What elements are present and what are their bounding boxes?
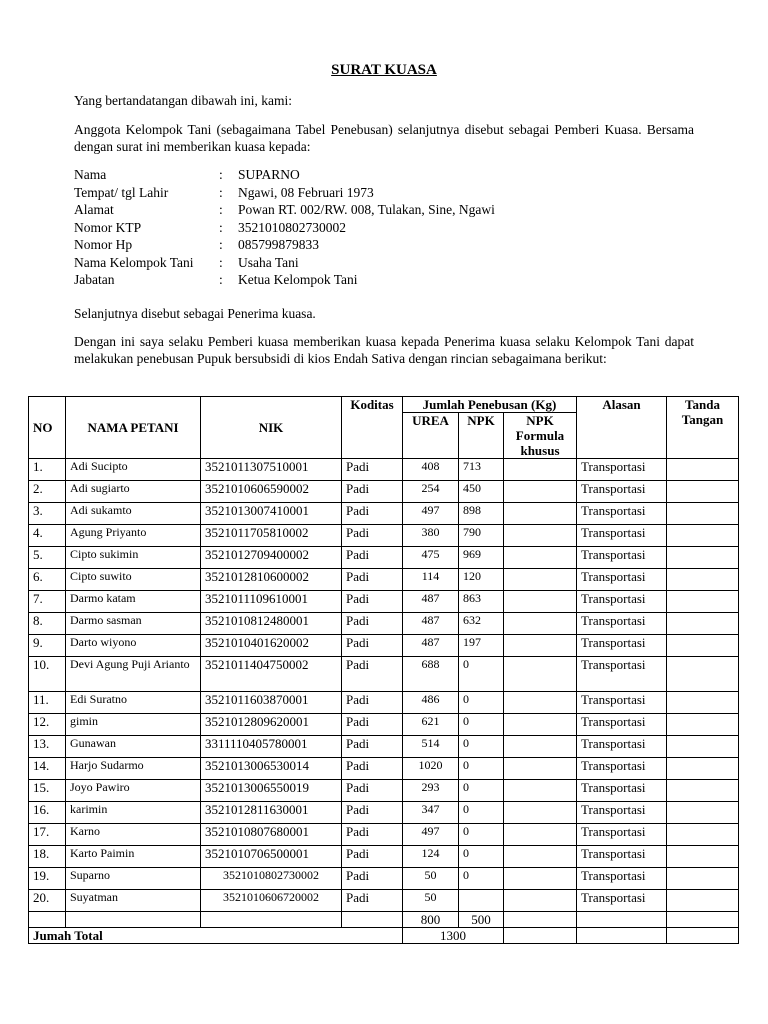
cell-npk-formula [504,591,577,613]
cell-urea: 347 [403,802,459,824]
cell-name: Darto wiyono [66,635,201,657]
cell-npk: 898 [459,503,504,525]
cell-signature [667,547,739,569]
identity-row [74,184,495,202]
giver-paragraph: Anggota Kelompok Tani (sebagaimana Tabel Penebusan) selanjutnya disebut sebagai Pemberi Kuasa. Bersama dengan surat ini memberikan kuasa kepada: [74,122,694,154]
cell-nik: 3521010706500001 [201,846,342,868]
cell-komoditas: Padi [342,547,403,569]
cell-urea: 1020 [403,758,459,780]
cell-nik: 3521012809620001 [201,714,342,736]
cell-no: 4. [29,525,66,547]
cell-npk-formula [504,736,577,758]
details-paragraph: Dengan ini saya selaku Pemberi kuasa memberikan kuasa kepada Penerima kuasa selaku Kelompok Tani dapat melakukan penebusan Pupuk bersubsidi di kios Endah Sativa dengan rincian sebagaimana berikut: [74,334,694,366]
cell-name: Agung Priyanto [66,525,201,547]
identity-label: Nomor KTP [74,219,142,235]
identity-row [74,201,495,219]
cell-no: 13. [29,736,66,758]
cell-komoditas: Padi [342,868,403,890]
cell-no: 1. [29,459,66,481]
cell-npk: 0 [459,736,504,758]
intro-text: Yang bertandatangan dibawah ini, kami: [74,93,292,108]
cell-urea: 514 [403,736,459,758]
identity-colon: : [219,167,223,182]
subtotal-npk: 500 [459,912,504,928]
cell-name: Adi sugiarto [66,481,201,503]
identity-block [74,166,495,289]
identity-label: Alamat [74,202,114,217]
cell-signature [667,802,739,824]
identity-colon: : [219,254,223,270]
cell-no: 20. [29,890,66,912]
table-row [29,868,739,890]
cell-npk: 713 [459,459,504,481]
subtotal-row [29,912,739,928]
cell-no: 11. [29,692,66,714]
cell-signature [667,613,739,635]
identity-value: SUPARNO [238,167,300,182]
cell-npk-formula [504,780,577,802]
cell-npk: 120 [459,569,504,591]
cell-npk-formula [504,635,577,657]
cell-no: 2. [29,481,66,503]
cell-npk-formula [504,459,577,481]
identity-colon: : [219,237,223,252]
cell-urea: 50 [403,868,459,890]
cell-nik: 3521010812480001 [201,613,342,635]
header-jumlah: Jumlah Penebusan (Kg) [403,397,577,413]
cell-komoditas: Padi [342,736,403,758]
cell-name: Devi Agung Puji Arianto [66,657,201,692]
cell-alasan: Transportasi [577,758,667,780]
cell-alasan: Transportasi [577,824,667,846]
cell-urea: 486 [403,692,459,714]
cell-alasan: Transportasi [577,635,667,657]
identity-label: Jabatan [74,272,115,287]
table-row [29,714,739,736]
cell-urea: 254 [403,481,459,503]
cell-npk: 969 [459,547,504,569]
cell-urea: 487 [403,613,459,635]
table-row [29,736,739,758]
cell-npk-formula [504,481,577,503]
table-row [29,657,739,692]
cell-urea: 497 [403,824,459,846]
cell-nik: 3521011404750002 [201,657,342,692]
total-value: 1300 [403,928,504,944]
cell-name: Gunawan [66,736,201,758]
identity-colon: : [219,202,223,217]
cell-no: 18. [29,846,66,868]
cell-signature [667,824,739,846]
cell-no: 15. [29,780,66,802]
cell-no: 9. [29,635,66,657]
cell-alasan: Transportasi [577,591,667,613]
cell-nik: 3521012811630001 [201,802,342,824]
cell-signature [667,868,739,890]
cell-urea: 380 [403,525,459,547]
cell-name: Joyo Pawiro [66,780,201,802]
table-row [29,525,739,547]
cell-signature [667,714,739,736]
table-row [29,890,739,912]
cell-nik: 3521013007410001 [201,503,342,525]
cell-npk-formula [504,868,577,890]
cell-alasan: Transportasi [577,846,667,868]
cell-alasan: Transportasi [577,657,667,692]
cell-npk-formula [504,613,577,635]
identity-label: Tempat/ tgl Lahir [74,184,169,200]
cell-signature [667,758,739,780]
cell-npk-formula [504,802,577,824]
cell-nik: 3521011307510001 [201,459,342,481]
cell-nik: 3521012810600002 [201,569,342,591]
cell-komoditas: Padi [342,758,403,780]
cell-npk: 0 [459,657,504,692]
cell-alasan: Transportasi [577,481,667,503]
cell-npk-formula [504,525,577,547]
document-title: SURAT KUASA [331,62,437,78]
cell-no: 5. [29,547,66,569]
cell-signature [667,459,739,481]
cell-komoditas: Padi [342,525,403,547]
cell-nik: 3521010606720002 [201,890,342,912]
total-row [29,928,739,944]
cell-urea: 497 [403,503,459,525]
header-komoditas: Koditas [342,397,403,459]
cell-name: karimin [66,802,201,824]
cell-signature [667,525,739,547]
table-row [29,824,739,846]
table-row [29,692,739,714]
identity-label: Nama [74,167,107,182]
table-row [29,547,739,569]
cell-urea: 124 [403,846,459,868]
cell-alasan: Transportasi [577,890,667,912]
cell-nik: 3521011603870001 [201,692,342,714]
cell-komoditas: Padi [342,714,403,736]
cell-npk: 0 [459,846,504,868]
cell-komoditas: Padi [342,635,403,657]
cell-komoditas: Padi [342,503,403,525]
cell-nik: 3521010807680001 [201,824,342,846]
identity-row [74,219,495,237]
cell-npk: 0 [459,692,504,714]
cell-urea: 50 [403,890,459,912]
cell-no: 8. [29,613,66,635]
cell-alasan: Transportasi [577,503,667,525]
cell-npk: 632 [459,613,504,635]
cell-nik: 3311110405780001 [201,736,342,758]
cell-npk: 790 [459,525,504,547]
cell-alasan: Transportasi [577,714,667,736]
cell-name: Karto Paimin [66,846,201,868]
cell-npk [459,890,504,912]
cell-name: Cipto sukimin [66,547,201,569]
cell-komoditas: Padi [342,569,403,591]
cell-nik: 3521011109610001 [201,591,342,613]
cell-npk: 0 [459,780,504,802]
identity-value: Usaha Tani [238,254,299,270]
cell-komoditas: Padi [342,459,403,481]
cell-nik: 3521013006550019 [201,780,342,802]
cell-alasan: Transportasi [577,613,667,635]
cell-alasan: Transportasi [577,780,667,802]
cell-komoditas: Padi [342,692,403,714]
cell-no: 16. [29,802,66,824]
header-urea: UREA [403,413,459,459]
cell-no: 12. [29,714,66,736]
cell-npk: 197 [459,635,504,657]
cell-alasan: Transportasi [577,547,667,569]
cell-urea: 688 [403,657,459,692]
cell-komoditas: Padi [342,657,403,692]
cell-urea: 293 [403,780,459,802]
cell-alasan: Transportasi [577,736,667,758]
header-name: NAMA PETANI [66,397,201,459]
cell-komoditas: Padi [342,802,403,824]
table-row [29,846,739,868]
cell-name: Adi sukamto [66,503,201,525]
table-row [29,613,739,635]
cell-urea: 475 [403,547,459,569]
cell-signature [667,780,739,802]
cell-nik: 3521012709400002 [201,547,342,569]
table-row [29,481,739,503]
cell-name: Darmo sasman [66,613,201,635]
cell-npk-formula [504,714,577,736]
cell-name: gimin [66,714,201,736]
cell-no: 14. [29,758,66,780]
identity-colon: : [219,219,223,235]
cell-name: Harjo Sudarmo [66,758,201,780]
cell-name: Karno [66,824,201,846]
cell-npk-formula [504,758,577,780]
cell-alasan: Transportasi [577,459,667,481]
cell-komoditas: Padi [342,846,403,868]
cell-name: Darmo katam [66,591,201,613]
cell-komoditas: Padi [342,890,403,912]
cell-no: 6. [29,569,66,591]
cell-nik: 3521010401620002 [201,635,342,657]
cell-alasan: Transportasi [577,569,667,591]
cell-signature [667,591,739,613]
cell-nik: 3521010802730002 [201,868,342,890]
cell-signature [667,569,739,591]
identity-value: Powan RT. 002/RW. 008, Tulakan, Sine, Ngawi [238,202,495,217]
identity-row [74,271,495,289]
cell-nik: 3521011705810002 [201,525,342,547]
cell-name: Cipto suwito [66,569,201,591]
identity-value: Ngawi, 08 Februari 1973 [238,184,374,200]
cell-npk: 450 [459,481,504,503]
cell-nik: 3521010606590002 [201,481,342,503]
header-npk: NPK [459,413,504,459]
cell-npk: 0 [459,824,504,846]
cell-komoditas: Padi [342,613,403,635]
cell-signature [667,890,739,912]
cell-name: Adi Sucipto [66,459,201,481]
cell-urea: 487 [403,591,459,613]
header-no: NO [29,397,66,459]
table-row [29,591,739,613]
cell-npk-formula [504,503,577,525]
identity-colon: : [219,272,223,287]
cell-npk: 0 [459,802,504,824]
header-npk-formula: NPK Formula khusus [504,413,577,459]
cell-signature [667,692,739,714]
cell-npk-formula [504,657,577,692]
identity-row [74,166,495,184]
cell-no: 10. [29,657,66,692]
subtotal-urea: 800 [403,912,459,928]
cell-urea: 621 [403,714,459,736]
identity-value: 3521010802730002 [238,219,346,235]
cell-signature [667,657,739,692]
table-row [29,635,739,657]
header-alasan: Alasan [577,397,667,459]
table-row [29,459,739,481]
cell-urea: 487 [403,635,459,657]
cell-npk-formula [504,824,577,846]
cell-npk-formula [504,890,577,912]
cell-name: Suparno [66,868,201,890]
identity-label: Nomor Hp [74,237,133,252]
cell-alasan: Transportasi [577,868,667,890]
cell-npk-formula [504,846,577,868]
identity-value: Ketua Kelompok Tani [238,272,358,287]
cell-komoditas: Padi [342,481,403,503]
cell-no: 17. [29,824,66,846]
cell-npk: 863 [459,591,504,613]
cell-signature [667,481,739,503]
identity-colon: : [219,184,223,200]
identity-value: 085799879833 [238,237,319,252]
identity-row [74,254,495,272]
cell-npk: 0 [459,714,504,736]
cell-npk-formula [504,692,577,714]
cell-name: Edi Suratno [66,692,201,714]
cell-urea: 408 [403,459,459,481]
cell-alasan: Transportasi [577,525,667,547]
cell-komoditas: Padi [342,591,403,613]
cell-npk-formula [504,569,577,591]
identity-row [74,236,495,254]
receiver-paragraph: Selanjutnya disebut sebagai Penerima kuasa. [74,306,316,321]
cell-signature [667,635,739,657]
cell-no: 19. [29,868,66,890]
table-row [29,780,739,802]
cell-npk-formula [504,547,577,569]
identity-label: Nama Kelompok Tani [74,254,194,270]
table-row [29,503,739,525]
table-row [29,758,739,780]
table-row [29,569,739,591]
cell-alasan: Transportasi [577,802,667,824]
cell-signature [667,503,739,525]
cell-signature [667,736,739,758]
cell-komoditas: Padi [342,780,403,802]
cell-komoditas: Padi [342,824,403,846]
cell-alasan: Transportasi [577,692,667,714]
table-row [29,802,739,824]
cell-urea: 114 [403,569,459,591]
cell-signature [667,846,739,868]
cell-npk: 0 [459,758,504,780]
cell-npk: 0 [459,868,504,890]
total-label: Jumah Total [29,928,403,944]
fertilizer-table [28,396,739,944]
header-tanda-tangan: Tanda Tangan [667,397,739,459]
cell-no: 3. [29,503,66,525]
cell-name: Suyatman [66,890,201,912]
header-nik: NIK [201,397,342,459]
cell-no: 7. [29,591,66,613]
cell-nik: 3521013006530014 [201,758,342,780]
